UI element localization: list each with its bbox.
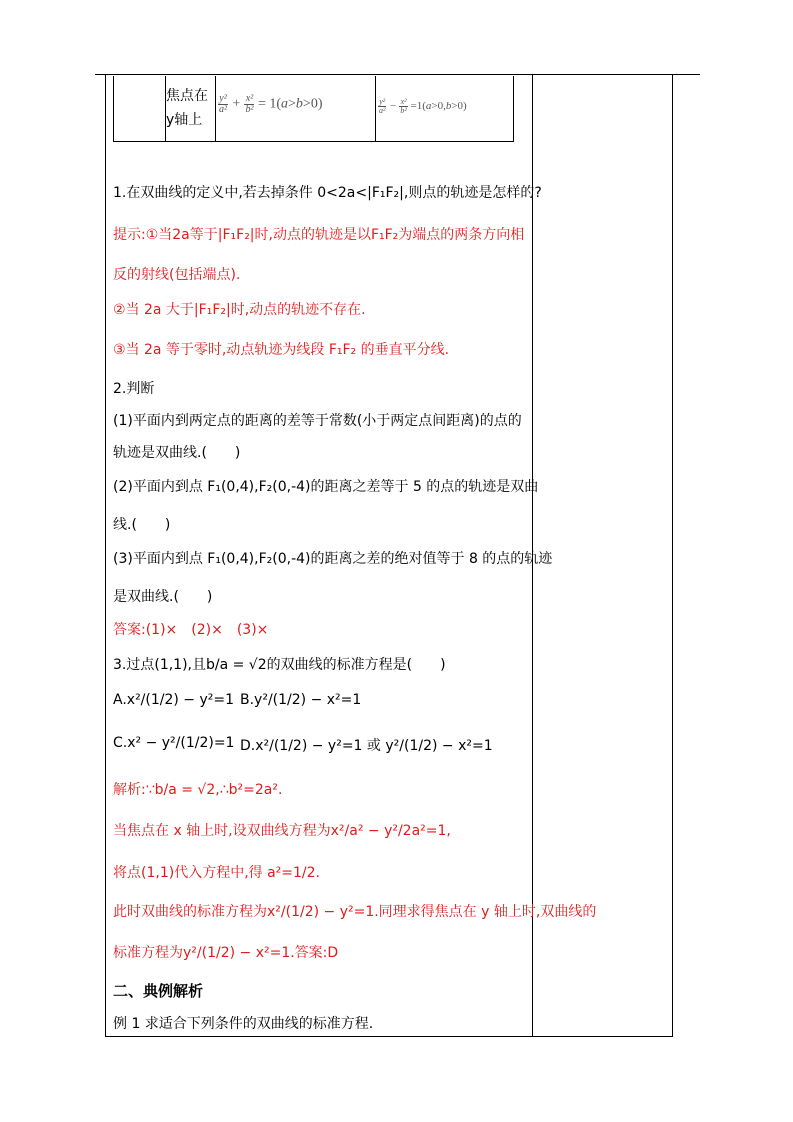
q3-solution-2: 当焦点在 x 轴上时,设双曲线方程为x²/a² − y²/2a²=1, — [113, 823, 451, 839]
q3-option-c: C.x² − y²/(1/2)=1 — [113, 735, 235, 751]
q1-hint1b: 反的射线(包括端点). — [113, 267, 241, 283]
row-label: 焦点在 y轴上 — [166, 88, 208, 128]
q1-hint2: ②当 2a 大于|F₁F₂|时,动点的轨迹不存在. — [113, 302, 366, 318]
q3-solution-3: 将点(1,1)代入方程中,得 a²=1/2. — [113, 865, 320, 881]
q3-solution-1: 解析:∵b/a = √2,∴b²=2a². — [113, 782, 283, 798]
q3-option-a: A.x²/(1/2) − y²=1 — [113, 692, 235, 708]
q2-s1b: 轨迹是双曲线.( ) — [113, 445, 241, 461]
q1-question: 1.在双曲线的定义中,若去掉条件 0<2a<|F₁F₂|,则点的轨迹是怎样的? — [113, 185, 542, 201]
q2-s1a: (1)平面内到两定点的距离的差等于常数(小于两定点间距离)的点的 — [113, 413, 522, 429]
q2-s3a: (3)平面内到点 F₁(0,4),F₂(0,-4)的距离之差的绝对值等于 8 的点的轨迹 — [113, 551, 553, 567]
q2-title: 2.判断 — [113, 381, 155, 397]
q3-solution-4: 此时双曲线的标准方程为x²/(1/2) − y²=1.同理求得焦点在 y 轴上时,双曲线的 — [113, 904, 597, 920]
ellipse-equation: $\frac{\text{y²}}{\text{a²}}$ + $\frac{\text{x²}}{\text{b²}}$ = 1(a>b>0) — [219, 93, 323, 115]
q2-s2b: 线.( ) — [113, 517, 171, 533]
example-1: 例 1 求适合下列条件的双曲线的标准方程. — [113, 1016, 374, 1032]
q3-solution-5: 标准方程为y²/(1/2) − x²=1.答案:D — [113, 945, 339, 961]
q2-answer: 答案:(1)× (2)× (3)× — [113, 622, 269, 638]
section-heading: 二、典例解析 — [113, 982, 204, 1000]
q2-s3b: 是双曲线.( ) — [113, 589, 213, 605]
q3-option-b: B.y²/(1/2) − x²=1 — [240, 692, 362, 708]
q1-hint1a: 提示:①当2a等于|F₁F₂|时,动点的轨迹是以F₁F₂为端点的两条方向相 — [113, 227, 525, 243]
q2-s2a: (2)平面内到点 F₁(0,4),F₂(0,-4)的距离之差等于 5 的点的轨迹是双曲 — [113, 479, 539, 495]
q3-option-d: D.x²/(1/2) − y²=1 或 y²/(1/2) − x²=1 — [240, 738, 493, 754]
q1-hint3: ③当 2a 等于零时,动点轨迹为线段 F₁F₂ 的垂直平分线. — [113, 342, 450, 358]
hyperbola-equation: $\frac{\text{y²}}{\text{a²}}$ − $\frac{\text{x²}}{\text{b²}}$ =1(a>0,b>0) — [379, 97, 467, 115]
table-cell-empty — [114, 76, 166, 142]
q3-stem: 3.过点(1,1),且b/a = √2的双曲线的标准方程是( ) — [113, 657, 446, 673]
